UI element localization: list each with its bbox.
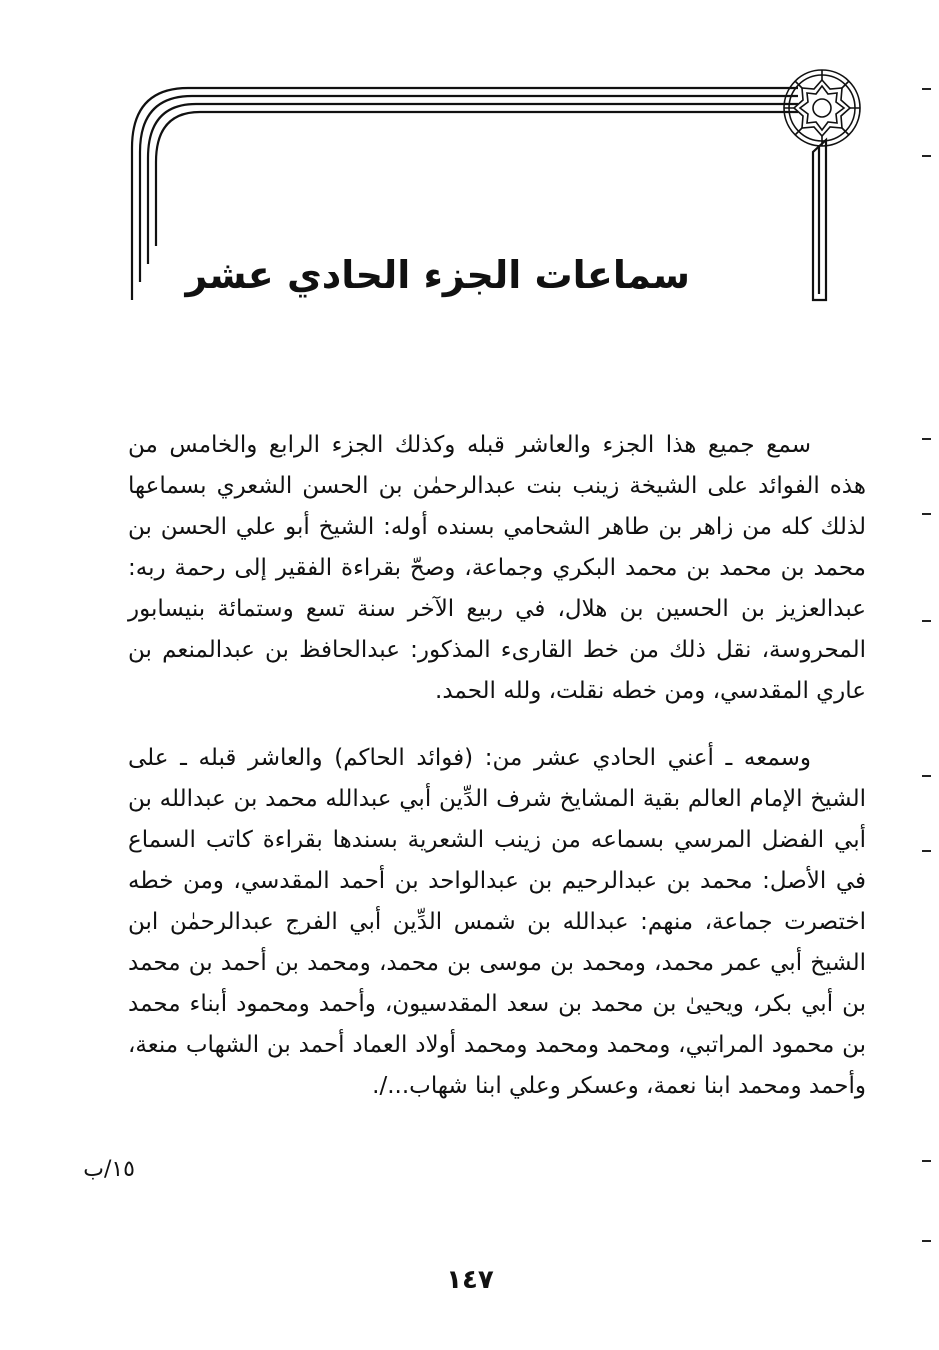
edge-tick-mark: [922, 88, 931, 90]
edge-tick-mark: [922, 850, 931, 852]
page-number: ١٤٧: [446, 1265, 494, 1295]
edge-tick-mark: [922, 1240, 931, 1242]
paragraph-second: وسمعه ـ أعني الحادي عشر من: (فوائد الحاكم) والعاشر قبله ـ على الشيخ الإمام العالم بقية المشايخ شرف الدِّين أبي عبدالله محمد بن عبدالله بن أبي الفضل المرسي بسماعه من زينب الشعرية بسندها بقراءة كاتب السماع في الأصل: محمد بن عبدالرحيم بن عبدالواحد بن أحمد المقدسي، ومن خطه اختصرت جماعة، منهم: عبدالله بن شمس الدِّين أبي الفرج عبدالرحمٰن ابن الشيخ أبي عمر محمد، ومحمد بن موسى بن محمد، ومحمد بن أحمد بن محمد بن أبي بكر، ويحيىٰ بن محمد بن سعد المقدسيون، وأحمد ومحمود أبناء محمد بن محمود المراتبي، ومحمد ومحمد ومحمد أولاد العماد أحمد بن الشهاب منعة، وأحمد ومحمد ابنا نعمة، وعسكر وعلي ابنا شهاب.../.: [128, 745, 866, 1099]
chapter-frame-ornament: [0, 0, 939, 400]
edge-tick-mark: [922, 438, 931, 440]
edge-tick-mark: [922, 155, 931, 157]
paragraph-first: سمع جميع هذا الجزء والعاشر قبله وكذلك الجزء الرابع والخامس من هذه الفوائد على الشيخة زينب بنت عبدالرحمٰن بن الحسن الشعري بسماعها لذلك كله من زاهر بن طاهر الشحامي بسنده أوله: الشيخ أبو علي الحسن بن محمد بن محمد بن محمد البكري وجماعة، وصحّ بقراءة الفقير إلى رحمة ربه: عبدالعزيز بن الحسين بن هلال، في ربيع الآخر سنة تسع وستمائة بنيسابور المحروسة، نقل ذلك من خط القارىء المذكور: عبدالحافظ بن عبدالمنعم بن عاري المقدسي، ومن خطه نقلت، ولله الحمد.: [128, 432, 866, 704]
edge-tick-mark: [922, 1160, 931, 1162]
edge-tick-mark: [922, 620, 931, 622]
edge-tick-mark: [922, 775, 931, 777]
edge-tick-mark: [922, 513, 931, 515]
manuscript-folio-note: ١٥/ب: [83, 1157, 135, 1182]
text-body: [128, 425, 866, 1107]
chapter-title: سماعات الجزء الحادي عشر: [185, 253, 690, 297]
